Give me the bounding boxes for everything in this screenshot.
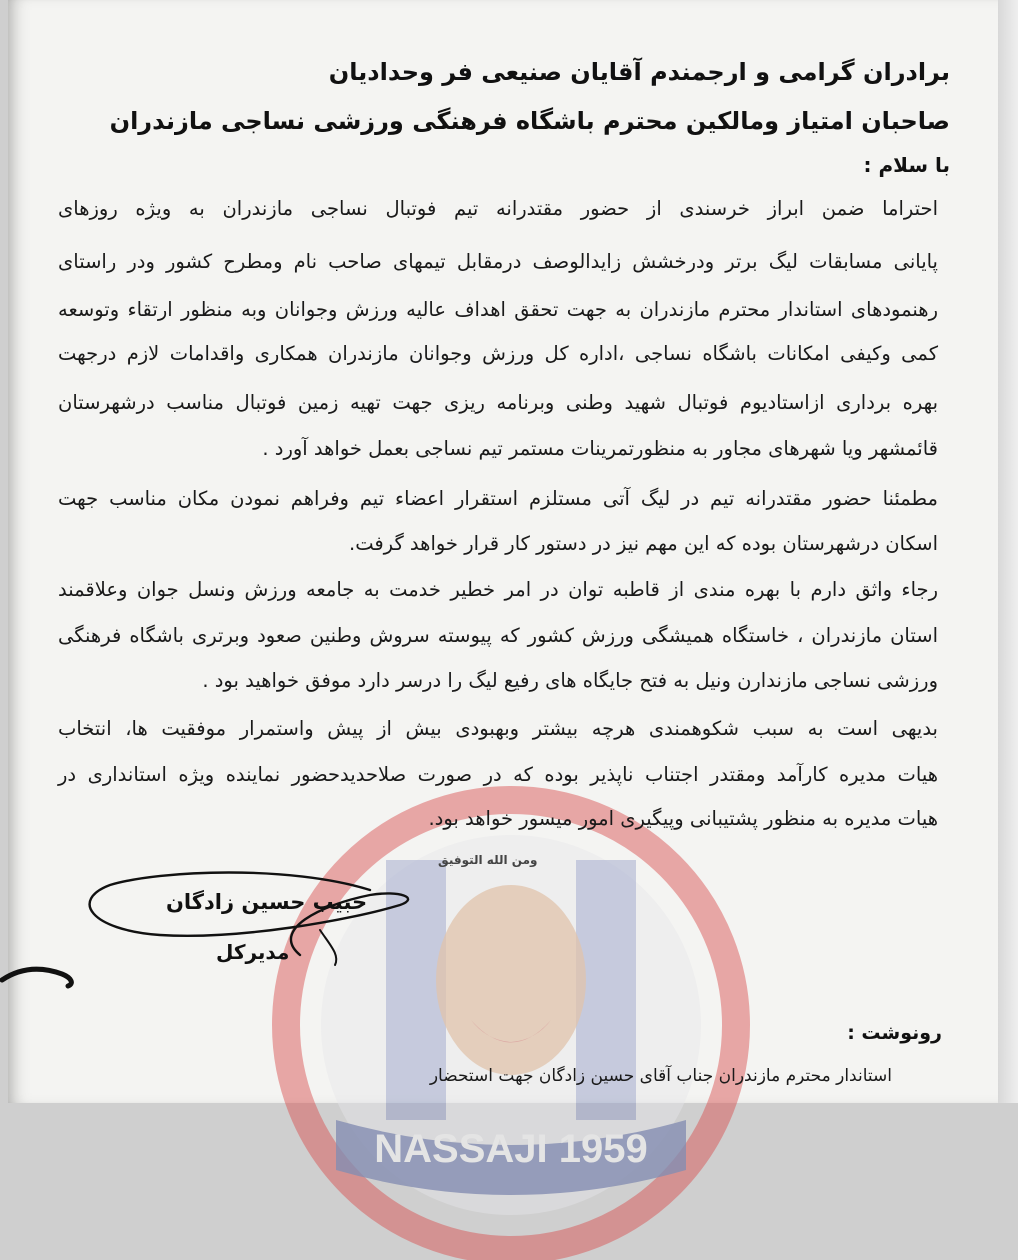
signer-name: حبیب حسین زادگان xyxy=(166,890,368,914)
recipient-line-1: برادران گرامی و ارجمندم آقایان صنیعی فر وحدادیان xyxy=(328,58,950,86)
body-line: کمی وکیفی امکانات باشگاه نساجی ،اداره کل ورزش وجوانان مازندران همکاری واقدامات لازم درجهت xyxy=(58,342,938,365)
cc-heading: رونوشت : xyxy=(847,1022,942,1044)
body-line: بدیهی است به سبب شکوهمندی هرچه بیشتر وبهبودی بیش از پیش واستمرار موفقیت ها، انتخاب xyxy=(58,717,938,740)
pen-mark xyxy=(0,958,80,998)
greeting: با سلام : xyxy=(863,153,950,177)
closing-phrase: ومن الله التوفیق xyxy=(438,853,538,867)
body-line: هیات مدیره کارآمد ومقتدر اجتناب ناپذیر بوده که در صورت صلاحدیدحضور نماینده ویژه استانداری در xyxy=(58,763,938,786)
cc-line: استاندار محترم مازندران جناب آقای حسین زادگان جهت استحضار xyxy=(429,1066,892,1086)
body-line: مطمئنا حضور مقتدرانه تیم در لیگ آتی مستلزم استقرار اعضاء تیم وفراهم نمودن مکان مناسب جهت xyxy=(58,487,938,510)
body-line: احتراما ضمن ابراز خرسندی از حضور مقتدرانه تیم فوتبال نساجی مازندران به ویژه روزهای xyxy=(58,197,938,220)
body-line: استان مازندران ، خاستگاه همیشگی ورزش کشور که پیوسته سروش وطنین صعود وبرتری باشگاه فرهنگی xyxy=(58,624,938,647)
body-line: هیات مدیره به منظور پشتیبانی وپیگیری امور میسور خواهد بود. xyxy=(428,807,938,830)
letter-paper xyxy=(8,0,1012,1171)
body-line: بهره برداری ازاستادیوم فوتبال شهید وطنی وبرنامه ریزی جهت تهیه زمین فوتبال مناسب درشهرستان xyxy=(58,391,938,414)
body-line: رهنمودهای استاندار محترم مازندران به جهت تحقق اهداف عالیه ورزش وجوانان وبه منظور ارتقاء وتوسعه xyxy=(58,298,938,321)
body-line: اسکان درشهرستان بوده که این مهم نیز در دستور کار قرار خواهد گرفت. xyxy=(349,532,938,555)
body-line: ورزشی نساجی مازندارن ونیل به فتح جایگاه های رفیع لیگ را درسر دارد موفق خواهید بود . xyxy=(202,669,938,692)
body-line: رجاء واثق دارم با بهره مندی از قاطبه توان در امر خطیر خدمت به جامعه ورزش ونسل جوان وعلاقمند xyxy=(58,578,938,601)
watermark-text: NASSAJI 1959 xyxy=(374,1127,648,1171)
paper-shadow-edge xyxy=(998,0,1018,1103)
recipient-line-2: صاحبان امتیاز ومالکین محترم باشگاه فرهنگی ورزشی نساجی مازندران xyxy=(109,107,950,135)
body-line: قائمشهر ویا شهرهای مجاور به منظورتمرینات مستمر تیم نساجی بعمل خواهد آورد . xyxy=(262,437,938,460)
body-line: پایانی مسابقات لیگ برتر ودرخشش زایدالوصف درمقابل تیمهای صاحب نام ومطرح کشور ودر راستای xyxy=(58,250,938,273)
signer-title: مدیرکل xyxy=(216,940,290,964)
